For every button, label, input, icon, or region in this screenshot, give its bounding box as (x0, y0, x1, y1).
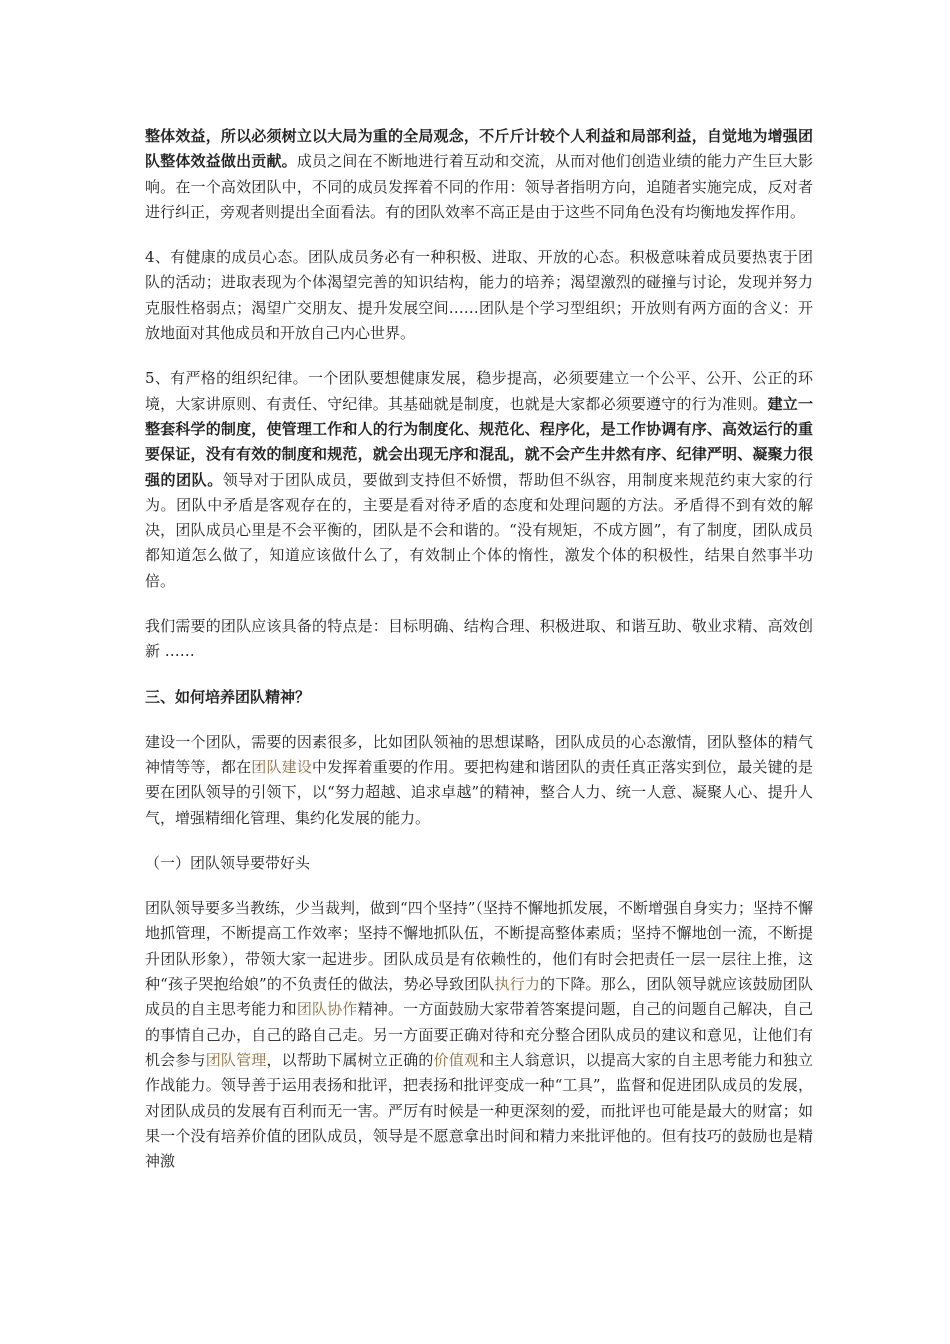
body-text: 我们需要的团队应该具备的特点是：目标明确、结构合理、积极进取、和谐互助、敬业求精、高效创新 …… (145, 617, 813, 661)
body-text: 团队领导要多当教练，少当裁判，做到“四个坚持”（坚持不懈地抓发展，不断增强自身实力；坚持不懈地抓管理，不断提高工作效率；坚持不懈地抓队伍，不断提高整体素质；坚持不懈地创一流，不断提升团队形象），带领大家一起进步。团队成员是有依赖性的，他们有时会把责任一层一层往上推，这种“孩子哭抱给娘”的不负责任的做法，势必导致团队 (145, 899, 813, 994)
keyword-link[interactable]: 执行力 (494, 975, 541, 994)
section-heading: 三、如何培养团队精神？ (145, 687, 311, 706)
paragraph-team-building (145, 730, 813, 831)
paragraph-healthy-mindset (145, 245, 813, 346)
paragraph-team-benefit (145, 124, 813, 225)
keyword-link[interactable]: 团队建设 (251, 757, 313, 776)
body-text: 和主人翁意识，以提高大家的自主思考能力和独立作战能力。领导善于运用表扬和批评，把表扬和批评变成一种“工具”，监督和促进团队成员的发展，对团队成员的发展有百利而无一害。严厉有时候是一种更深刻的爱，而批评也可能是最大的财富；如果一个没有培养价值的团队成员，领导是不愿意拿出时间和精力来批评他的。但有技巧的鼓励也是精神激 (145, 1050, 813, 1171)
paragraph-discipline (145, 366, 813, 594)
paragraph-leader-role (145, 896, 813, 1174)
body-text: 精神。一方面鼓励大家带着答案提问题，自己的问题自己解决，自己的事情自己办，自己的路自己走。另一方面要正确对待和充分整合团队成员的建议和意见，让他们有机会参与 (145, 1000, 813, 1069)
document-page (145, 124, 813, 1194)
keyword-link[interactable]: 价值观 (433, 1050, 480, 1069)
bold-text: 建立一整套科学的制度，使管理工作和人的行为制度化、规范化、程序化，是工作协调有序、高效运行的重要保证，没有有效的制度和规范，就会出现无序和混乱，就不会产生井然有序、纪律严明、凝聚力很强的团队。 (145, 394, 813, 489)
body-text: 成员之间在不断地进行着互动和交流，从而对他们创造业绩的能力产生巨大影响。在一个高效团队中，不同的成员发挥着不同的作用：领导者指明方向，追随者实施完成，反对者进行纠正，旁观者则提出全面看法。有的团队效率不高正是由于这些不同角色没有均衡地发挥作用。 (145, 152, 813, 221)
keyword-link[interactable]: 团队管理 (205, 1050, 267, 1069)
body-text: （一）团队领导要带好头 (145, 853, 311, 872)
body-text: 中发挥着重要的作用。要把构建和谐团队的责任真正落实到位，最关键的是要在团队领导的引领下，以“努力超越、追求卓越”的精神，整合人力、统一人意、凝聚人心、提升人气，增强精细化管理、集约化发展的能力。 (145, 757, 813, 827)
keyword-link[interactable]: 团队协作 (296, 1000, 358, 1019)
body-text: 建设一个团队，需要的因素很多，比如团队领袖的思想谋略，团队成员的心态激情，团队整体的精气神情等等，都在 (145, 732, 813, 776)
body-text: 领导对于团队成员，要做到支持但不娇惯，帮助但不纵容，用制度来规范约束大家的行为。团队中矛盾是客观存在的，主要是看对待矛盾的态度和处理问题的方法。矛盾得不到有效的解决，团队成员心里是不会平衡的，团队是不会和谐的。“没有规矩，不成方圆”，有了制度，团队成员都知道怎么做了，知道应该做什么了，有效制止个体的惰性，激发个体的积极性，结果自然事半功倍。 (145, 470, 813, 590)
body-text: 的下降。那么，团队领导就应该鼓励团队成员的自主思考能力和 (145, 975, 813, 1019)
body-text: ，以帮助下属树立正确的 (266, 1050, 434, 1069)
body-text: 5、有严格的组织纪律。一个团队要想健康发展，稳步提高，必须要建立一个公平、公开、公正的环境，大家讲原则、有责任、守纪律。其基础就是制度，也就是大家都必须要遵守的行为准则。 (145, 369, 813, 413)
body-text: 4、有健康的成员心态。团队成员务必有一种积极、进取、开放的心态。积极意味着成员要热衷于团队的活动；进取表现为个体渴望完善的知识结构，能力的培养；渴望激烈的碰撞与讨论，发现并努力克服性格弱点；渴望广交朋友、提升发展空间……团队是个学习型组织；开放则有两方面的含义：开放地面对其他成员和开放自己内心世界。 (145, 248, 813, 343)
bold-text: 整体效益，所以必须树立以大局为重的全局观念，不斤斤计较个人利益和局部利益，自觉地为增强团队整体效益做出贡献。 (145, 127, 813, 171)
paragraph-team-traits (145, 614, 813, 665)
subheading-leader (145, 851, 813, 876)
